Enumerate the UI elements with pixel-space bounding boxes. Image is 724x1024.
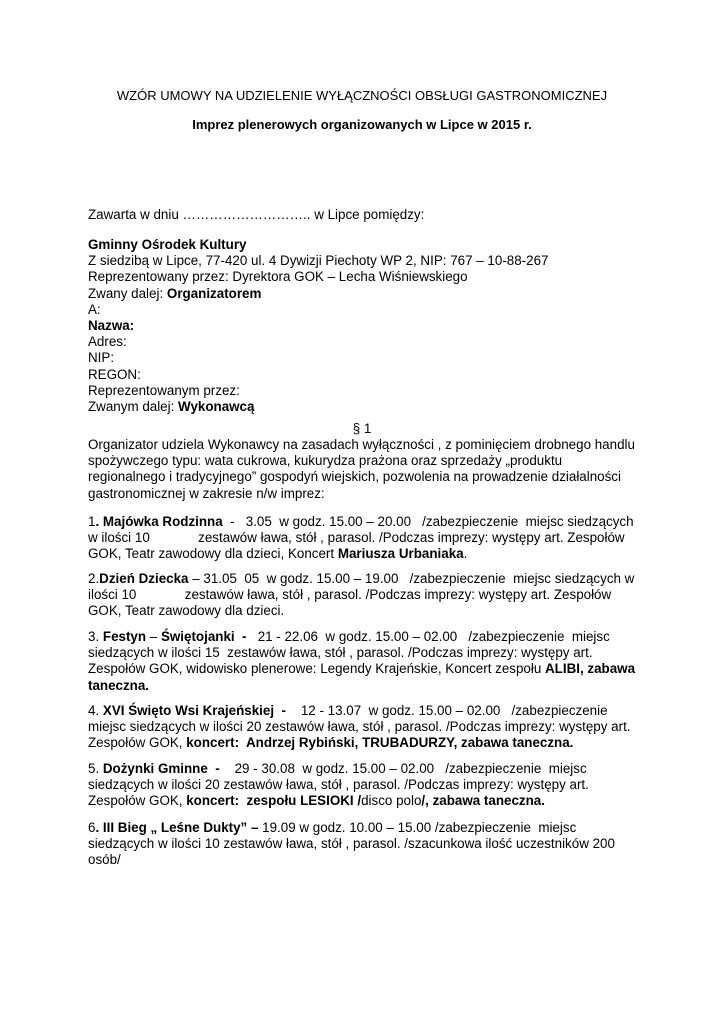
document-title: WZÓR UMOWY NA UDZIELENIE WYŁĄCZNOŚCI OBSŁUGI GASTRONOMICZNEJ xyxy=(116,88,608,103)
event-details: siedzących w ilości 15 zestawów ława, stół , parasol. /Podczas imprezy: występy art. xyxy=(88,645,593,661)
event-details: GOK, Teatr zawodowy dla dzieci. xyxy=(88,603,285,619)
event-item-1 xyxy=(88,514,648,563)
event-name: XVI Święto Wsi Krajeńskiej - xyxy=(102,703,286,718)
event-number: 3. xyxy=(88,629,103,644)
event-number: 4. xyxy=(88,703,103,718)
event-number: 2. xyxy=(88,571,100,586)
event-details: - 3.05 w godz. 15.00 – 20.00 /zabezpieczenie miejsc siedzących xyxy=(222,514,634,529)
event-details: – xyxy=(146,629,161,644)
event-details: GOK, Teatr zawodowy dla dzieci, Koncert xyxy=(88,546,338,562)
event-item-6 xyxy=(88,820,648,869)
event-name: Dożynki Gminne - xyxy=(102,761,220,776)
section-paragraph xyxy=(88,437,648,502)
event-details: . xyxy=(463,546,468,562)
contractor-nip-label: NIP: xyxy=(88,350,115,366)
event-details: 29 - 30.08 w godz. 15.00 – 02.00 /zabezpieczenie miejsc xyxy=(219,761,587,776)
section-mark: § 1 xyxy=(352,421,372,436)
organizer-block xyxy=(88,237,648,415)
event-details: 21 - 22.06 w godz. 15.00 – 02.00 /zabezpieczenie miejsc xyxy=(246,629,610,644)
event-item-2 xyxy=(88,571,648,620)
event-name: Festyn xyxy=(102,629,147,644)
event-item-5 xyxy=(88,761,648,810)
intro-line: Zawarta w dniu ……………………….. w Lipce pomiędzy: xyxy=(88,207,425,222)
section-line: regionalnego i tradycyjnego” gospodyń wiejskich, pozwolenia na prowadzenie działalności xyxy=(88,469,621,485)
event-name: Dzień Dziecka xyxy=(99,571,189,586)
event-details: siedzących w ilości 10 zestawów ława, stół , parasol. /szacunkowa ilość uczestników 200 xyxy=(88,836,615,852)
organizer-called-label: Zwany dalej: xyxy=(88,285,167,301)
contractor-regon-label: REGON: xyxy=(88,366,141,382)
event-details: 19.09 w godz. 10.00 – 15.00 /zabezpieczenie miejsc xyxy=(258,820,577,835)
event-details: w ilości 10 zestawów ława, stół , parasol. /Podczas imprezy: występy art. Zespołów xyxy=(88,530,625,546)
event-details: miejsc siedzących w ilości 20 zestawów ława, stół , parasol. /Podczas imprezy: występy art. xyxy=(88,719,631,735)
event-details: ilości 10 zestawów ława, stół , parasol. /Podczas imprezy: występy art. Zespołów xyxy=(88,587,612,603)
contractor-called-label: Zwanym dalej: xyxy=(88,398,179,414)
contractor-represented-label: Reprezentowanym przez: xyxy=(88,382,240,398)
organizer-name: Gminny Ośrodek Kultury xyxy=(88,237,247,252)
section-line: Organizator udziela Wykonawcy na zasadach wyłączności , z pominięciem drobnego handlu xyxy=(88,437,635,452)
event-performer: /, zabawa taneczna. xyxy=(421,793,545,809)
event-details: Zespołów GOK, xyxy=(88,793,187,809)
document-subtitle: Imprez plenerowych organizowanych w Lipce w 2015 r. xyxy=(192,117,532,132)
event-item-4 xyxy=(88,703,648,752)
organizer-address: Z siedzibą w Lipce, 77-420 ul. 4 Dywizji Piechoty WP 2, NIP: 767 – 10-88-267 xyxy=(88,253,549,269)
event-details: disco polo xyxy=(361,793,422,809)
contractor-role: Wykonawcą xyxy=(178,398,255,414)
event-details: – 31.05 05 w godz. 15.00 – 19.00 /zabezpieczenie miejsc siedzących w xyxy=(188,571,635,586)
section-line: spożywczego typu: wata cukrowa, kukurydza prażona oraz sprzedaży „produktu xyxy=(88,453,563,469)
event-name: . III Bieg „ Leśne Dukty” – xyxy=(95,820,259,835)
event-number: 5. xyxy=(88,761,103,776)
section-line: gastronomicznej w zakresie n/w imprez: xyxy=(88,485,325,501)
event-details: Zespołów GOK, xyxy=(88,735,187,751)
contractor-name-label: Nazwa: xyxy=(88,317,135,333)
event-details: osób/ xyxy=(88,852,121,868)
event-number: 1 xyxy=(88,514,96,529)
event-details: Zespołów GOK, widowisko plenerowe: Legendy Krajeńskie, Koncert zespołu xyxy=(88,661,546,677)
event-number: 6 xyxy=(88,820,96,835)
organizer-represented: Reprezentowany przez: Dyrektora GOK – Lecha Wiśniewskiego xyxy=(88,269,468,285)
event-performer: Mariusza Urbaniaka xyxy=(337,546,464,562)
organizer-role: Organizatorem xyxy=(166,285,262,301)
contractor-and: A: xyxy=(88,301,101,317)
contractor-address-label: Adres: xyxy=(88,334,127,350)
event-performer: taneczna. xyxy=(88,677,150,693)
event-item-3 xyxy=(88,629,648,694)
event-details: 12 - 13.07 w godz. 15.00 – 02.00 /zabezpieczenie xyxy=(285,703,608,718)
event-performer: koncert: Andrzej Rybiński, TRUBADURZY, zabawa taneczna. xyxy=(186,735,574,751)
event-performer: koncert: zespołu LESIOKI / xyxy=(186,793,362,809)
event-name: . Majówka Rodzinna xyxy=(95,514,223,529)
event-performer: ALIBI, zabawa xyxy=(545,661,636,677)
event-details: siedzących w ilości 20 zestawów ława, stół , parasol. /Podczas imprezy: występy art. xyxy=(88,777,589,793)
event-name: Świętojanki - xyxy=(160,629,247,644)
